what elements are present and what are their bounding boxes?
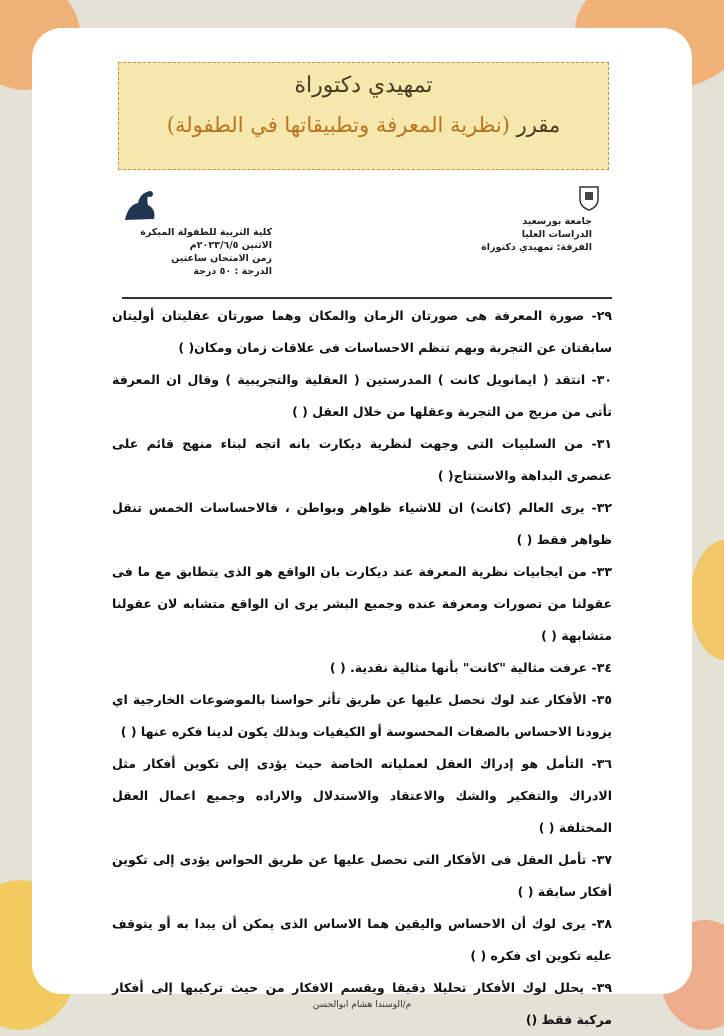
- header-grade: الفرقة: تمهيدي دكتوراة: [481, 242, 592, 253]
- header-divider: [122, 297, 612, 299]
- question-item: ٣٢- يرى العالم (كانت) ان للاشياء ظواهر وبواطن ، فالاحساسات الخمس تنقل ظواهر فقط ( ): [112, 500, 612, 547]
- question-item: ٢٩- صورة المعرفة هى صورتان الزمان والمكان وهما صورتان عقليتان أوليتان سابقتان عن التجربة وبهم تنظم الاحساسات فى علاقات زمان ومكان( ): [112, 308, 612, 355]
- question-item: ٣٤- عرفت مثالية "كانت" بأنها مثالية نقدية. ( ): [329, 660, 612, 675]
- faculty-logo-icon: [120, 185, 160, 225]
- header-exam-block: [122, 226, 272, 278]
- questions-list: [112, 300, 612, 1036]
- question-item: ٣١- من السلبيات التى وجهت لنظرية ديكارت بانه اتجه لبناء منهج قائم على عنصرى البداهة والاستنتاج( ): [112, 436, 612, 483]
- question-item: ٣٦- التأمل هو إدراك العقل لعملياته الخاصة حيث يؤدى إلى تكوين أفكار مثل الادراك والتفكير والشك والاعتقاد والاستدلال والاراده وجميع اعمال العقل المختلفة ( ): [112, 756, 612, 835]
- header-date: الاثنين ٢٠٢٣/٦/٥م: [189, 240, 272, 251]
- banner-title: تمهيدي دكتوراة: [294, 73, 433, 98]
- header-score: الدرجة : ٥٠ درجة: [193, 266, 272, 277]
- question-item: ٣٧- تأمل العقل فى الأفكار التى نحصل عليها عن طريق الحواس يؤدى إلى تكوين أفكار سابقة ( ): [112, 852, 612, 899]
- header-exam-time: زمن الامتحان ساعتين: [171, 253, 272, 264]
- question-item: ٣٥- الأفكار عند لوك نحصل عليها عن طريق تأثر حواسنا بالموضوعات الخارجية اي يزودنا الاحساس بالصفات المحسوسة أو الكيفيات وبذلك يكون لدينا فكره عنها ( ): [112, 692, 612, 739]
- header-university: جامعة بورسعيد: [522, 216, 592, 227]
- decor-blob-right-middle: [690, 540, 724, 660]
- question-item: ٣٨- يرى لوك أن الاحساس واليقين هما الاساس الذى يمكن أن يبدا به أو يتوقف عليه تكوين اى فكره ( ): [112, 916, 612, 963]
- question-item: ٣٣- من ايجابيات نظرية المعرفة عند ديكارت بان الواقع هو الذى يتطابق مع ما فى عقولنا من تصورات ومعرفة عنده وجميع البشر يرى ان الواقع متشابه لان عقولنا متشابهة ( ): [112, 564, 612, 643]
- header-university-block: [481, 215, 592, 254]
- footer-credit: م/الوسندا هشام ابوالحسن: [312, 1000, 412, 1010]
- university-logo-icon: [578, 185, 600, 211]
- question-item: ٣٠- انتقد ( ايمانويل كانت ) المدرستين ( العقلية والتجريبية ) وقال ان المعرفة تأتى من مزيج من التجربة وعقلها من خلال العقل ( ): [112, 372, 612, 419]
- banner-subtitle: [119, 113, 608, 137]
- question-item: ٣٩- يحلل لوك الأفكار تحليلا دقيقا ويقسم الافكار من حيث تركيبها إلى أفكار مركبة فقط (): [112, 980, 612, 1027]
- title-banner: [118, 62, 609, 170]
- header-faculty: كلية التربية للطفولة المبكرة: [140, 227, 272, 238]
- banner-subtitle-prefix: مقرر: [516, 113, 561, 137]
- banner-course-name: (نظرية المعرفة وتطبيقاتها في الطفولة): [166, 113, 510, 137]
- header-department: الدراسات العليا: [521, 229, 592, 240]
